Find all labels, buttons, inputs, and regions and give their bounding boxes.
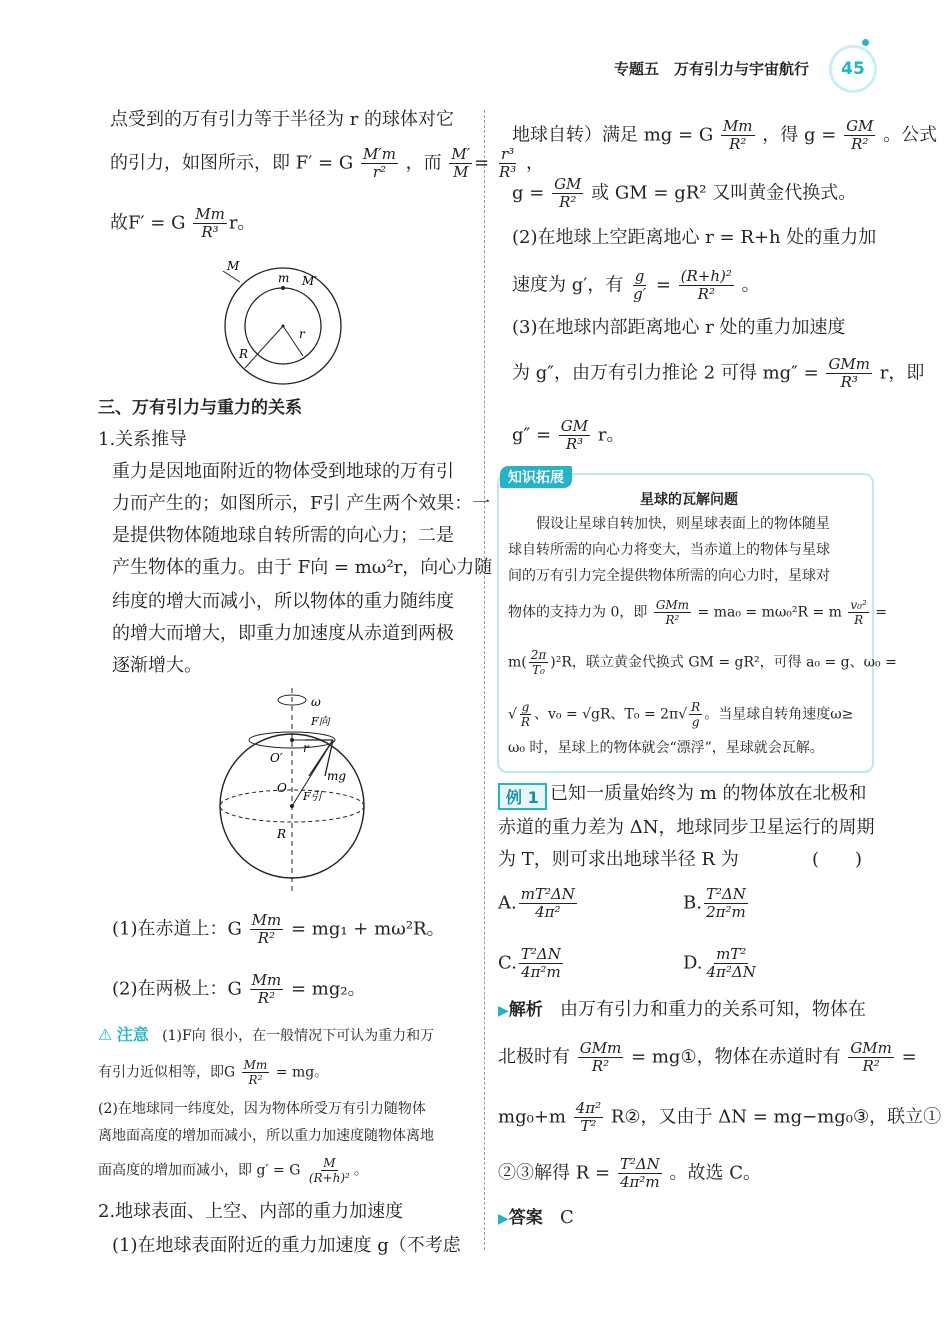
svg-text:M′: M′	[302, 274, 318, 288]
question-line: 赤道的重力差为 ΔN，地球同步卫星运行的周期	[498, 817, 875, 838]
text-line: 速度为 g′，有 $\frac{g}{g'}$ = $\frac{\text{(R+h)²}}{\text{R²}}$ 。	[512, 267, 760, 303]
page-badge-dot	[862, 39, 869, 46]
text-line: (2)在地球上空距离地心 r = R+h 处的重力加	[512, 227, 877, 248]
equation-equator: (1)在赤道上：G $\frac{Mm}{\text{R²}}$ = mg₁ + mω²R。	[112, 911, 445, 947]
extension-line: m( $\frac{2\pi}{\text{T₀}}$ )²R，联立黄金代换式 GM = gR²，可得 a₀ = g、ω₀ =	[508, 648, 897, 677]
extension-line: 球自转所需的向心力将变大，当赤道上的物体与星球	[508, 542, 830, 558]
subheading: 2.地球表面、上空、内部的重力加速度	[98, 1201, 404, 1222]
svg-text:R: R	[239, 347, 249, 361]
note-line: 有引力近似相等，即G $\frac{Mm}{\text{R²}}$ = mg。	[98, 1058, 329, 1087]
figure-concentric-spheres	[215, 258, 355, 388]
svg-text:O′: O′	[270, 751, 283, 765]
note-line: 离地面高度的增加而减小，所以重力加速度随物体离地	[98, 1128, 434, 1144]
fraction: $\frac{Mm}{\text{R³}}$	[195, 205, 225, 241]
label-M: M	[227, 259, 240, 273]
text-line: g = $\frac{GM}{\text{R²}}$ 或 GM = gR² 又叫黄金代换式。	[512, 175, 857, 211]
page-number: 45	[829, 45, 877, 93]
text-line: (3)在地球内部距离地心 r 处的重力加速度	[512, 317, 846, 338]
svg-text:O: O	[277, 781, 287, 795]
note-block: ⚠ 注意 (1)F向 很小，在一般情况下可认为重力和万	[98, 1025, 435, 1044]
analysis-line: ▶解析 由万有引力和重力的关系可知，物体在	[498, 999, 866, 1020]
extension-line: √ $\frac{g}{R}$ 、v₀ = √gR、T₀ = 2π√ $\frac{R}{g}$ 。当星球自转角速度ω≥	[508, 700, 854, 729]
text-line: 故F′ = G $\frac{Mm}{\text{R³}}$ r。	[110, 205, 256, 241]
text-line: g″ = $\frac{GM}{\text{R³}}$ r。	[512, 417, 625, 453]
svg-text:r: r	[299, 327, 305, 341]
svg-text:F向: F向	[311, 715, 330, 728]
extension-line: 物体的支持力为 0，即 $\frac{\text{GMm}}{\text{R²}}$ = ma₀ = mω₀²R = m $\frac{\text{v₀²}}{R}$ =	[508, 598, 887, 627]
answer-blank: ( )	[812, 849, 863, 870]
triangle-icon: ▶	[498, 1003, 509, 1019]
analysis-line: ②③解得 R = $\frac{\text{T²ΔN}}{\text{4π²m}}$ 。故选 C。	[498, 1155, 762, 1191]
svg-text:ω: ω	[311, 695, 321, 709]
warning-icon: ⚠	[98, 1025, 113, 1044]
option-a[interactable]: A. $\frac{\text{mT²ΔN}}{\text{4π²}}$	[498, 885, 575, 921]
extension-line: ω₀ 时，星球上的物体就会“漂浮”，星球就会瓦解。	[508, 740, 824, 756]
text-line: 地球自转）满足 mg = G $\frac{Mm}{\text{R²}}$ ，得 g = $\frac{GM}{\text{R²}}$ 。公式	[512, 117, 938, 153]
svg-text:m: m	[278, 271, 290, 285]
question-line: 已知一质量始终为 m 的物体放在北极和	[550, 783, 867, 804]
note-line: (2)在地球同一纬度处，因为物体所受万有引力随物体	[98, 1101, 426, 1117]
text-line: 为 g″，由万有引力推论 2 可得 mg″ = $\frac{\text{GMm}}{\text{R³}}$ r，即	[512, 355, 925, 391]
figure-earth-gravity	[215, 688, 375, 893]
analysis-line: 北极时有 $\frac{\text{GMm}}{\text{R²}}$ = mg①，物体在赤道时有 $\frac{\text{GMm}}{\text{R²}}$ =	[498, 1039, 917, 1075]
text-line: 点受到的万有引力等于半径为 r 的球体对它	[110, 109, 455, 130]
svg-text:R: R	[277, 827, 287, 841]
chapter-title: 专题五 万有引力与宇宙航行	[614, 60, 810, 78]
page-header	[600, 58, 900, 88]
example-tag: 例 1	[498, 783, 547, 810]
option-b[interactable]: B. $\frac{\text{T²ΔN}}{\text{2π²m}}$	[683, 885, 746, 921]
svg-text:mg: mg	[327, 769, 347, 783]
equation-poles: (2)在两极上：G $\frac{Mm}{\text{R²}}$ = mg₂。	[112, 971, 366, 1007]
extension-line: 间的万有引力完全提供物体所需的向心力时，星球对	[508, 568, 830, 584]
fraction: $\frac{M'm}{\text{r²}}$	[362, 145, 396, 181]
analysis-line: mg₀+m $\frac{\text{4π²}}{\text{T²}}$ R②，又由于 ΔN = mg−mg₀③，联立①	[498, 1099, 942, 1135]
column-divider	[484, 110, 485, 1250]
question-line: 为 T，则可求出地球半径 R 为	[498, 849, 739, 870]
note-line: 面高度的增加而减小，即 g′ = G $\frac{M}{\text{(R+h)²}}$ 。	[98, 1156, 368, 1185]
triangle-icon: ▶	[498, 1211, 509, 1227]
text-line: (1)在地球表面附近的重力加速度 g（不考虑	[112, 1235, 461, 1256]
extension-line: 假设让星球自转加快，则星球表面上的物体随星	[536, 516, 830, 532]
extension-tag: 知识拓展	[500, 466, 572, 488]
option-c[interactable]: C. $\frac{\text{T²ΔN}}{\text{4π²m}}$	[498, 945, 561, 981]
answer-line: ▶答案 C	[498, 1207, 574, 1228]
subheading: 1.关系推导	[98, 429, 188, 450]
fraction: $\frac{\text{r³}}{\text{R³}}$	[498, 145, 517, 181]
option-d[interactable]: D. $\frac{\text{mT²}}{\text{4π²ΔN}}$	[683, 945, 756, 981]
extension-title: 星球的瓦解问题	[640, 492, 738, 508]
fraction: $\frac{M'}{M}$	[451, 145, 471, 181]
text-line: 的引力，如图所示，即 F′ = G $\frac{M'm}{\text{r²}}$ ，而 $\frac{M'}{M}$ = $\frac{\text{r³}}{\text{R³}}$ ，	[110, 145, 545, 181]
svg-text:F引: F引	[303, 790, 322, 803]
svg-text:r: r	[303, 741, 309, 755]
section-heading: 三、万有引力与重力的关系	[98, 398, 302, 418]
